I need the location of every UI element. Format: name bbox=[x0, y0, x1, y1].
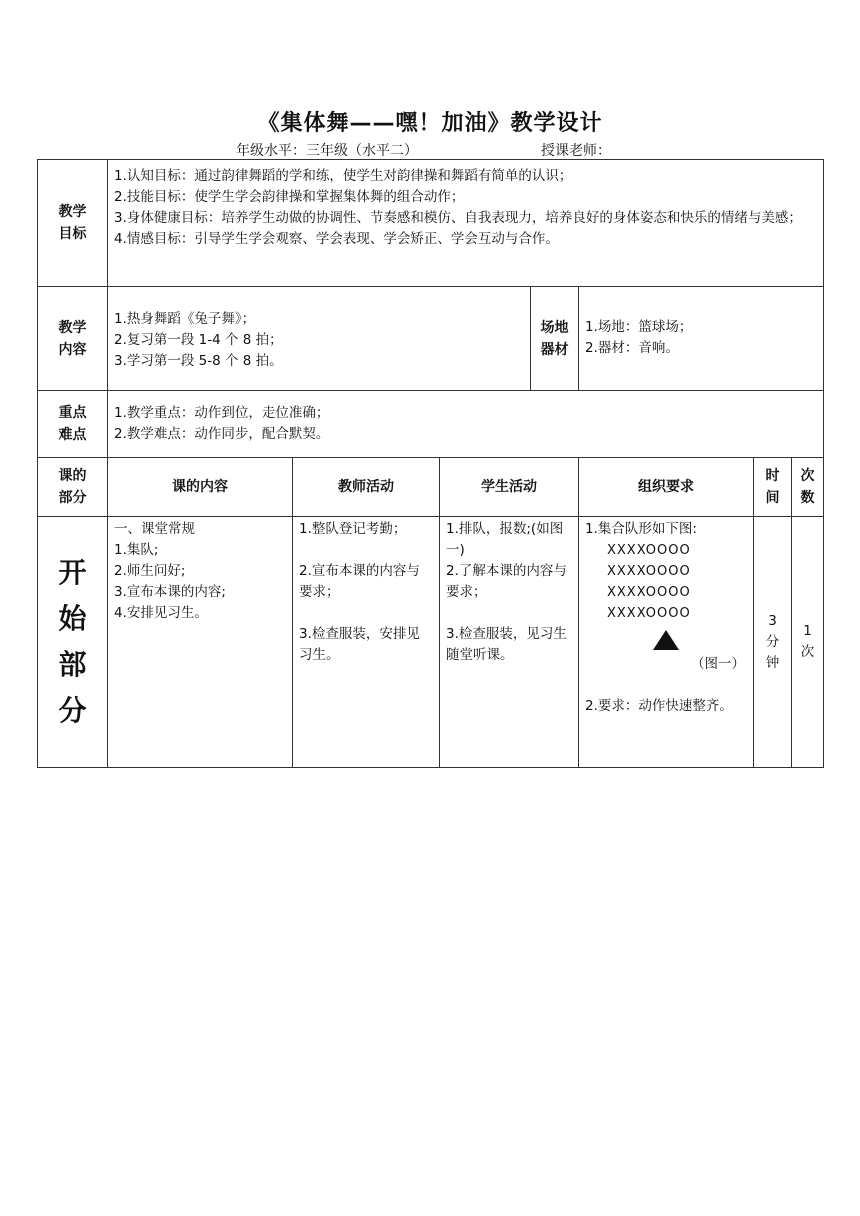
teacher-item: 1.整队登记考勤； bbox=[299, 521, 407, 537]
content-line: 3.宣布本课的内容; bbox=[114, 584, 226, 600]
objective-item: 2.技能目标：使学生学会韵律操和掌握集体舞的组合动作； bbox=[114, 189, 465, 205]
venue-item: 1.场地：篮球场； bbox=[585, 319, 693, 335]
objectives-cell bbox=[108, 160, 824, 287]
formation-row: XXXXOOOO bbox=[607, 585, 691, 600]
venue-item: 2.器材：音响。 bbox=[585, 340, 679, 356]
objectives-row bbox=[38, 160, 824, 287]
header-organization: 组织要求 bbox=[579, 458, 754, 517]
objective-item: 1.认知目标：通过韵律舞蹈的学和练，使学生对韵律操和舞蹈有简单的认识； bbox=[114, 168, 573, 184]
formation-row: XXXXOOOO bbox=[607, 564, 691, 579]
header-part: 课的 部分 bbox=[38, 458, 108, 517]
key-points-row bbox=[38, 391, 824, 458]
count-cell: 1 次 bbox=[792, 517, 824, 768]
objective-item: 3.身体健康目标：培养学生动做的协调性、节奏感和模仿、自我表现力，培养良好的身体姿态和快乐的情绪与美感； bbox=[114, 210, 802, 226]
formation-intro: 1.集合队形如下图: bbox=[585, 521, 697, 537]
header-teacher: 教师活动 bbox=[293, 458, 440, 517]
organization-cell bbox=[579, 517, 754, 768]
teacher-activity-cell bbox=[293, 517, 440, 768]
start-part-label: 开 始 部 分 bbox=[38, 517, 108, 768]
header-time: 时 间 bbox=[754, 458, 792, 517]
content-line: 一、课堂常规 bbox=[114, 521, 195, 537]
triangle-icon bbox=[653, 630, 679, 650]
content-line: 2.师生问好; bbox=[114, 563, 186, 579]
student-activity-cell bbox=[440, 517, 579, 768]
key-points-cell bbox=[108, 391, 824, 458]
start-content-cell bbox=[108, 517, 293, 768]
objectives-label: 教学 目标 bbox=[38, 160, 108, 287]
teacher-field: 授课老师： bbox=[541, 143, 611, 159]
content-line: 1.集队; bbox=[114, 542, 159, 558]
time-cell: 3 分 钟 bbox=[754, 517, 792, 768]
venue-cell bbox=[579, 287, 824, 391]
start-section-row bbox=[38, 517, 824, 768]
content-cell bbox=[108, 287, 531, 391]
header-student: 学生活动 bbox=[440, 458, 579, 517]
figure-caption: （图一） bbox=[691, 656, 745, 672]
header-count: 次 数 bbox=[792, 458, 824, 517]
student-item: 2.了解本课的内容与要求； bbox=[446, 563, 567, 600]
venue-label: 场地 器材 bbox=[531, 287, 579, 391]
objective-item: 4.情感目标：引导学生学会观察、学会表现、学会矫正、学会互动与合作。 bbox=[114, 231, 559, 247]
formation-row: XXXXOOOO bbox=[607, 606, 691, 621]
page-title: 《集体舞——嘿！加油》教学设计 bbox=[257, 111, 603, 136]
formation-row: XXXXOOOO bbox=[607, 543, 691, 558]
key-point-item: 2.教学难点：动作同步，配合默契。 bbox=[114, 426, 330, 442]
content-row bbox=[38, 287, 824, 391]
key-point-item: 1.教学重点：动作到位，走位准确； bbox=[114, 405, 330, 421]
grade-level: 年级水平：三年级（水平二） bbox=[236, 143, 418, 159]
header-content: 课的内容 bbox=[108, 458, 293, 517]
student-item: 1.排队，报数;(如图一) bbox=[446, 521, 564, 558]
teacher-item: 2.宣布本课的内容与要求； bbox=[299, 563, 420, 600]
lesson-plan-table bbox=[37, 159, 824, 768]
content-line: 4.安排见习生。 bbox=[114, 605, 208, 621]
key-points-label: 重点 难点 bbox=[38, 391, 108, 458]
student-item: 3.检查服装，见习生随堂听课。 bbox=[446, 626, 567, 663]
teacher-position-marker bbox=[585, 630, 747, 654]
section-header-row bbox=[38, 458, 824, 517]
teacher-item: 3.检查服装，安排见习生。 bbox=[299, 626, 420, 663]
organization-requirement: 2.要求：动作快速整齐。 bbox=[585, 698, 733, 714]
content-label: 教学 内容 bbox=[38, 287, 108, 391]
content-item: 2.复习第一段 1-4 个 8 拍； bbox=[114, 332, 283, 348]
content-item: 3.学习第一段 5-8 个 8 拍。 bbox=[114, 353, 283, 369]
content-item: 1.热身舞蹈《兔子舞》； bbox=[114, 311, 256, 327]
